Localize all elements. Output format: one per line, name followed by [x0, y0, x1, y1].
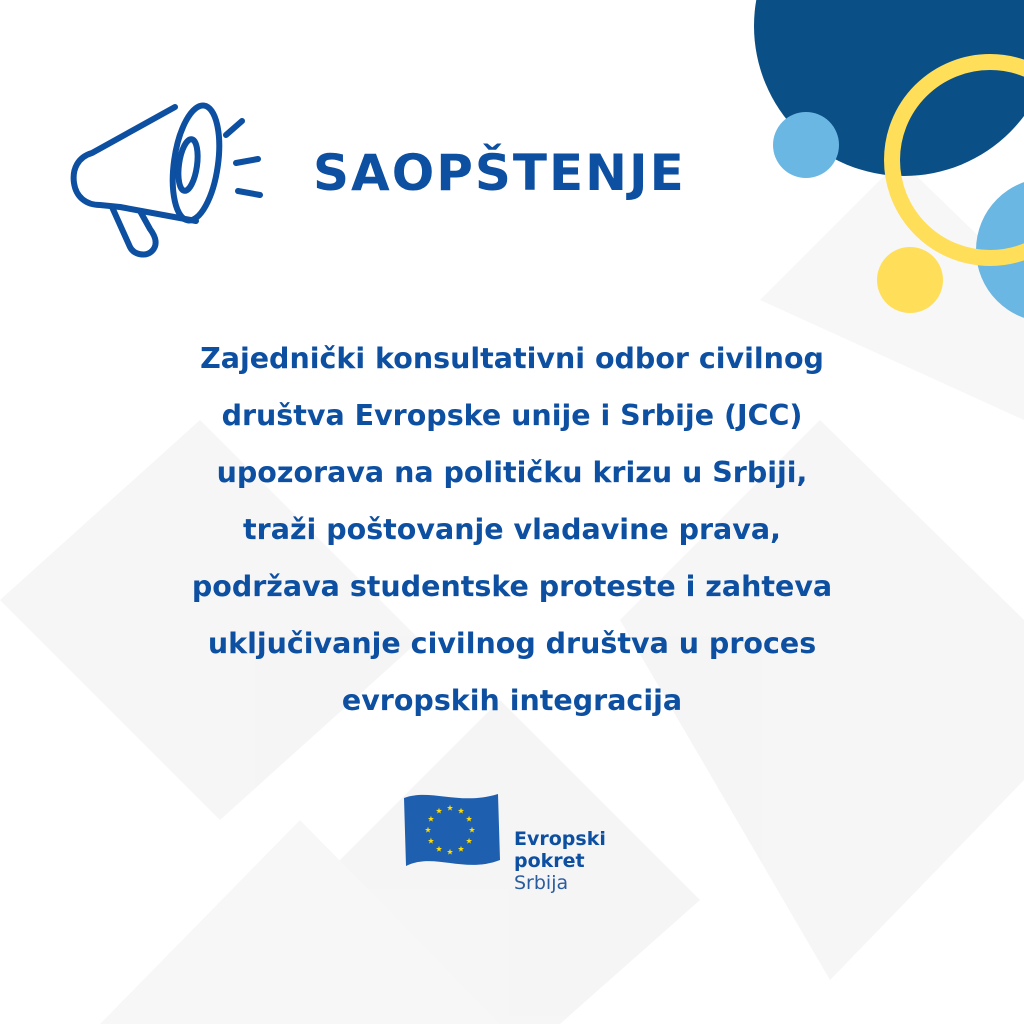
yellow-dot [877, 247, 943, 313]
announcement-line: upozorava na političku krizu u Srbiji, [216, 456, 808, 489]
announcement-text [62, 330, 962, 729]
announcement-line: Zajednički konsultativni odbor civilnog [200, 342, 824, 375]
announcement-line: traži poštovanje vladavine prava, [243, 513, 781, 546]
announcement-line: evropskih integracija [341, 684, 683, 717]
logo-line-1: Evropski [514, 828, 606, 850]
megaphone-icon [60, 95, 280, 265]
announcement-line: podržava studentske proteste i zahteva [191, 570, 833, 603]
logo-line-3: Srbija [514, 872, 569, 894]
eu-flag-icon [400, 790, 504, 876]
page-title: SAOPŠTENJE [313, 144, 686, 202]
evropski-pokret-logo [400, 790, 630, 910]
light-blue-small-circle [773, 112, 839, 178]
announcement-line: uključivanje civilnog društva u proces [207, 627, 817, 660]
announcement-line: društva Evropske unije i Srbije (JCC) [221, 399, 803, 432]
logo-line-2: pokret [514, 850, 585, 872]
